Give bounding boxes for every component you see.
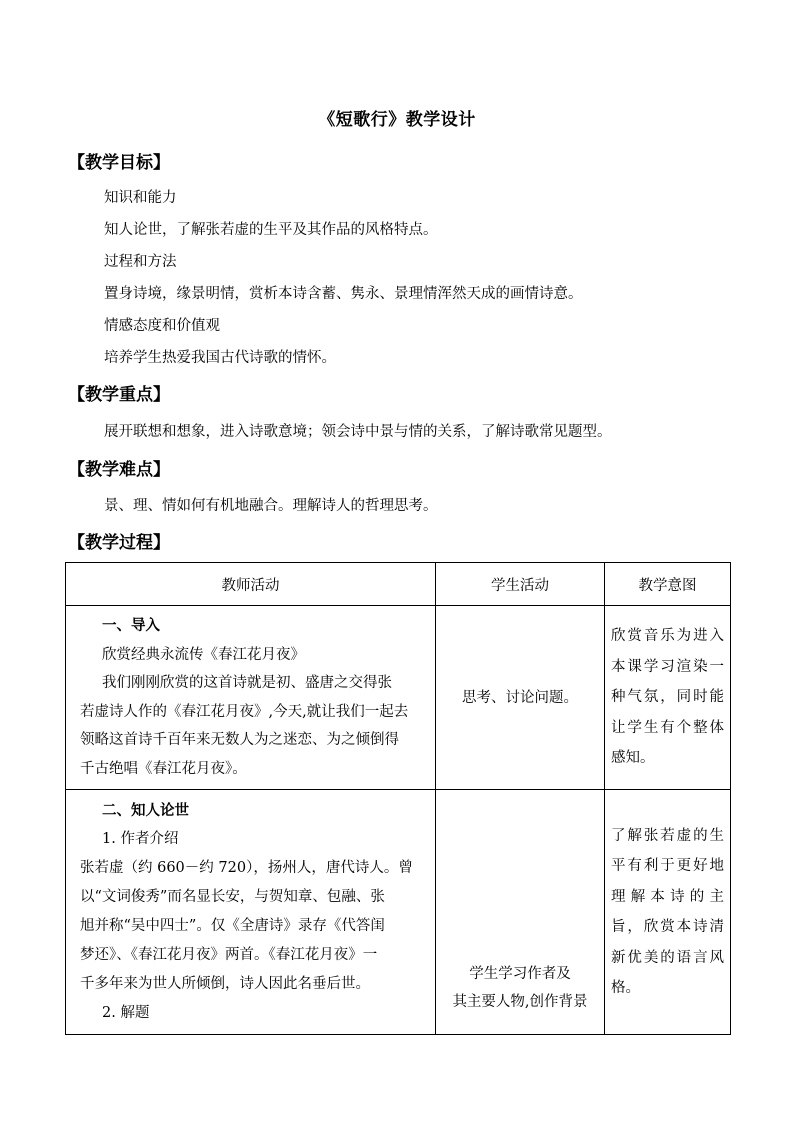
difficulties-heading: 【教学难点】	[68, 460, 170, 480]
objective-item: 情感态度和价值观	[104, 318, 220, 334]
column-header-student: 学生活动	[436, 563, 605, 606]
objective-item: 知人论世，了解张若虚的生平及其作品的风格特点。	[104, 222, 438, 238]
text-line: 若虚诗人作的《春江花月夜》,今天,就让我们一起去	[80, 703, 409, 720]
text-line: 千古绝唱《春江花月夜》。	[80, 760, 247, 777]
objective-item: 过程和方法	[104, 254, 177, 270]
objective-item: 培养学生热爱我国古代诗歌的情怀。	[104, 350, 336, 366]
text-line: 张若虚（约 660－约 720），扬州人，唐代诗人。曾	[80, 860, 413, 876]
key-points-text: 展开联想和想象，进入诗歌意境；领会诗中景与情的关系，了解诗歌常见题型。	[104, 424, 612, 440]
text-line: 1. 作者介绍	[102, 831, 179, 847]
text-line: 领略这首诗千百年来无数人为之迷恋、为之倾倒得	[80, 732, 399, 748]
text-line: 欣赏经典永流传《春江花月夜》	[102, 646, 305, 663]
objective-item: 知识和能力	[104, 190, 177, 206]
section-title: 一、导入	[102, 617, 160, 634]
column-header-teacher: 教师活动	[66, 563, 436, 606]
text-line: 以“文词俊秀”而名显长安，与贺知章、包融、张	[80, 889, 385, 905]
section-title: 二、知人论世	[102, 802, 189, 819]
table-header-row	[66, 563, 731, 606]
student-activity-cell: 思考、讨论问题。	[436, 606, 605, 790]
table-row	[66, 606, 731, 790]
student-activity-cell	[436, 790, 605, 1035]
text-line: 千多年来为世人所倾倒，诗人因此名垂后世。	[80, 976, 370, 992]
text-line: 2. 解题	[102, 1005, 150, 1021]
process-heading: 【教学过程】	[68, 533, 170, 553]
text-line: 其主要人物,创作背景	[452, 994, 588, 1010]
text-line: 梦还》、《春江花月夜》两首。《春江花月夜》一	[80, 947, 378, 963]
objectives-heading: 【教学目标】	[68, 153, 170, 173]
text-line: 旭并称“吴中四士”。仅《全唐诗》录存《代答闺	[80, 918, 385, 934]
page-title: 《短歌行》教学设计	[318, 110, 476, 130]
key-points-heading: 【教学重点】	[68, 385, 170, 405]
teaching-intent-cell: 欣赏音乐为进入本课学习渲染一种气氛，同时能让学生有个整体感知。	[605, 606, 731, 790]
text-line: 我们刚刚欣赏的这首诗就是初、盛唐之交得张	[102, 675, 392, 691]
teacher-activity-cell	[66, 790, 436, 1035]
column-header-intent: 教学意图	[605, 563, 731, 606]
process-table	[65, 562, 731, 1035]
difficulties-text: 景、理、情如何有机地融合。理解诗人的哲理思考。	[104, 498, 438, 514]
text-line: 学生学习作者及	[469, 966, 571, 982]
objective-item: 置身诗境，缘景明情，赏析本诗含蓄、隽永、景理情浑然天成的画情诗意。	[104, 286, 583, 302]
teaching-intent-cell: 了解张若虚的生平有利于更好地理解本诗的主旨，欣赏本诗清新优美的语言风格。	[605, 790, 731, 1035]
table-row	[66, 790, 731, 1035]
teacher-activity-cell	[66, 606, 436, 790]
